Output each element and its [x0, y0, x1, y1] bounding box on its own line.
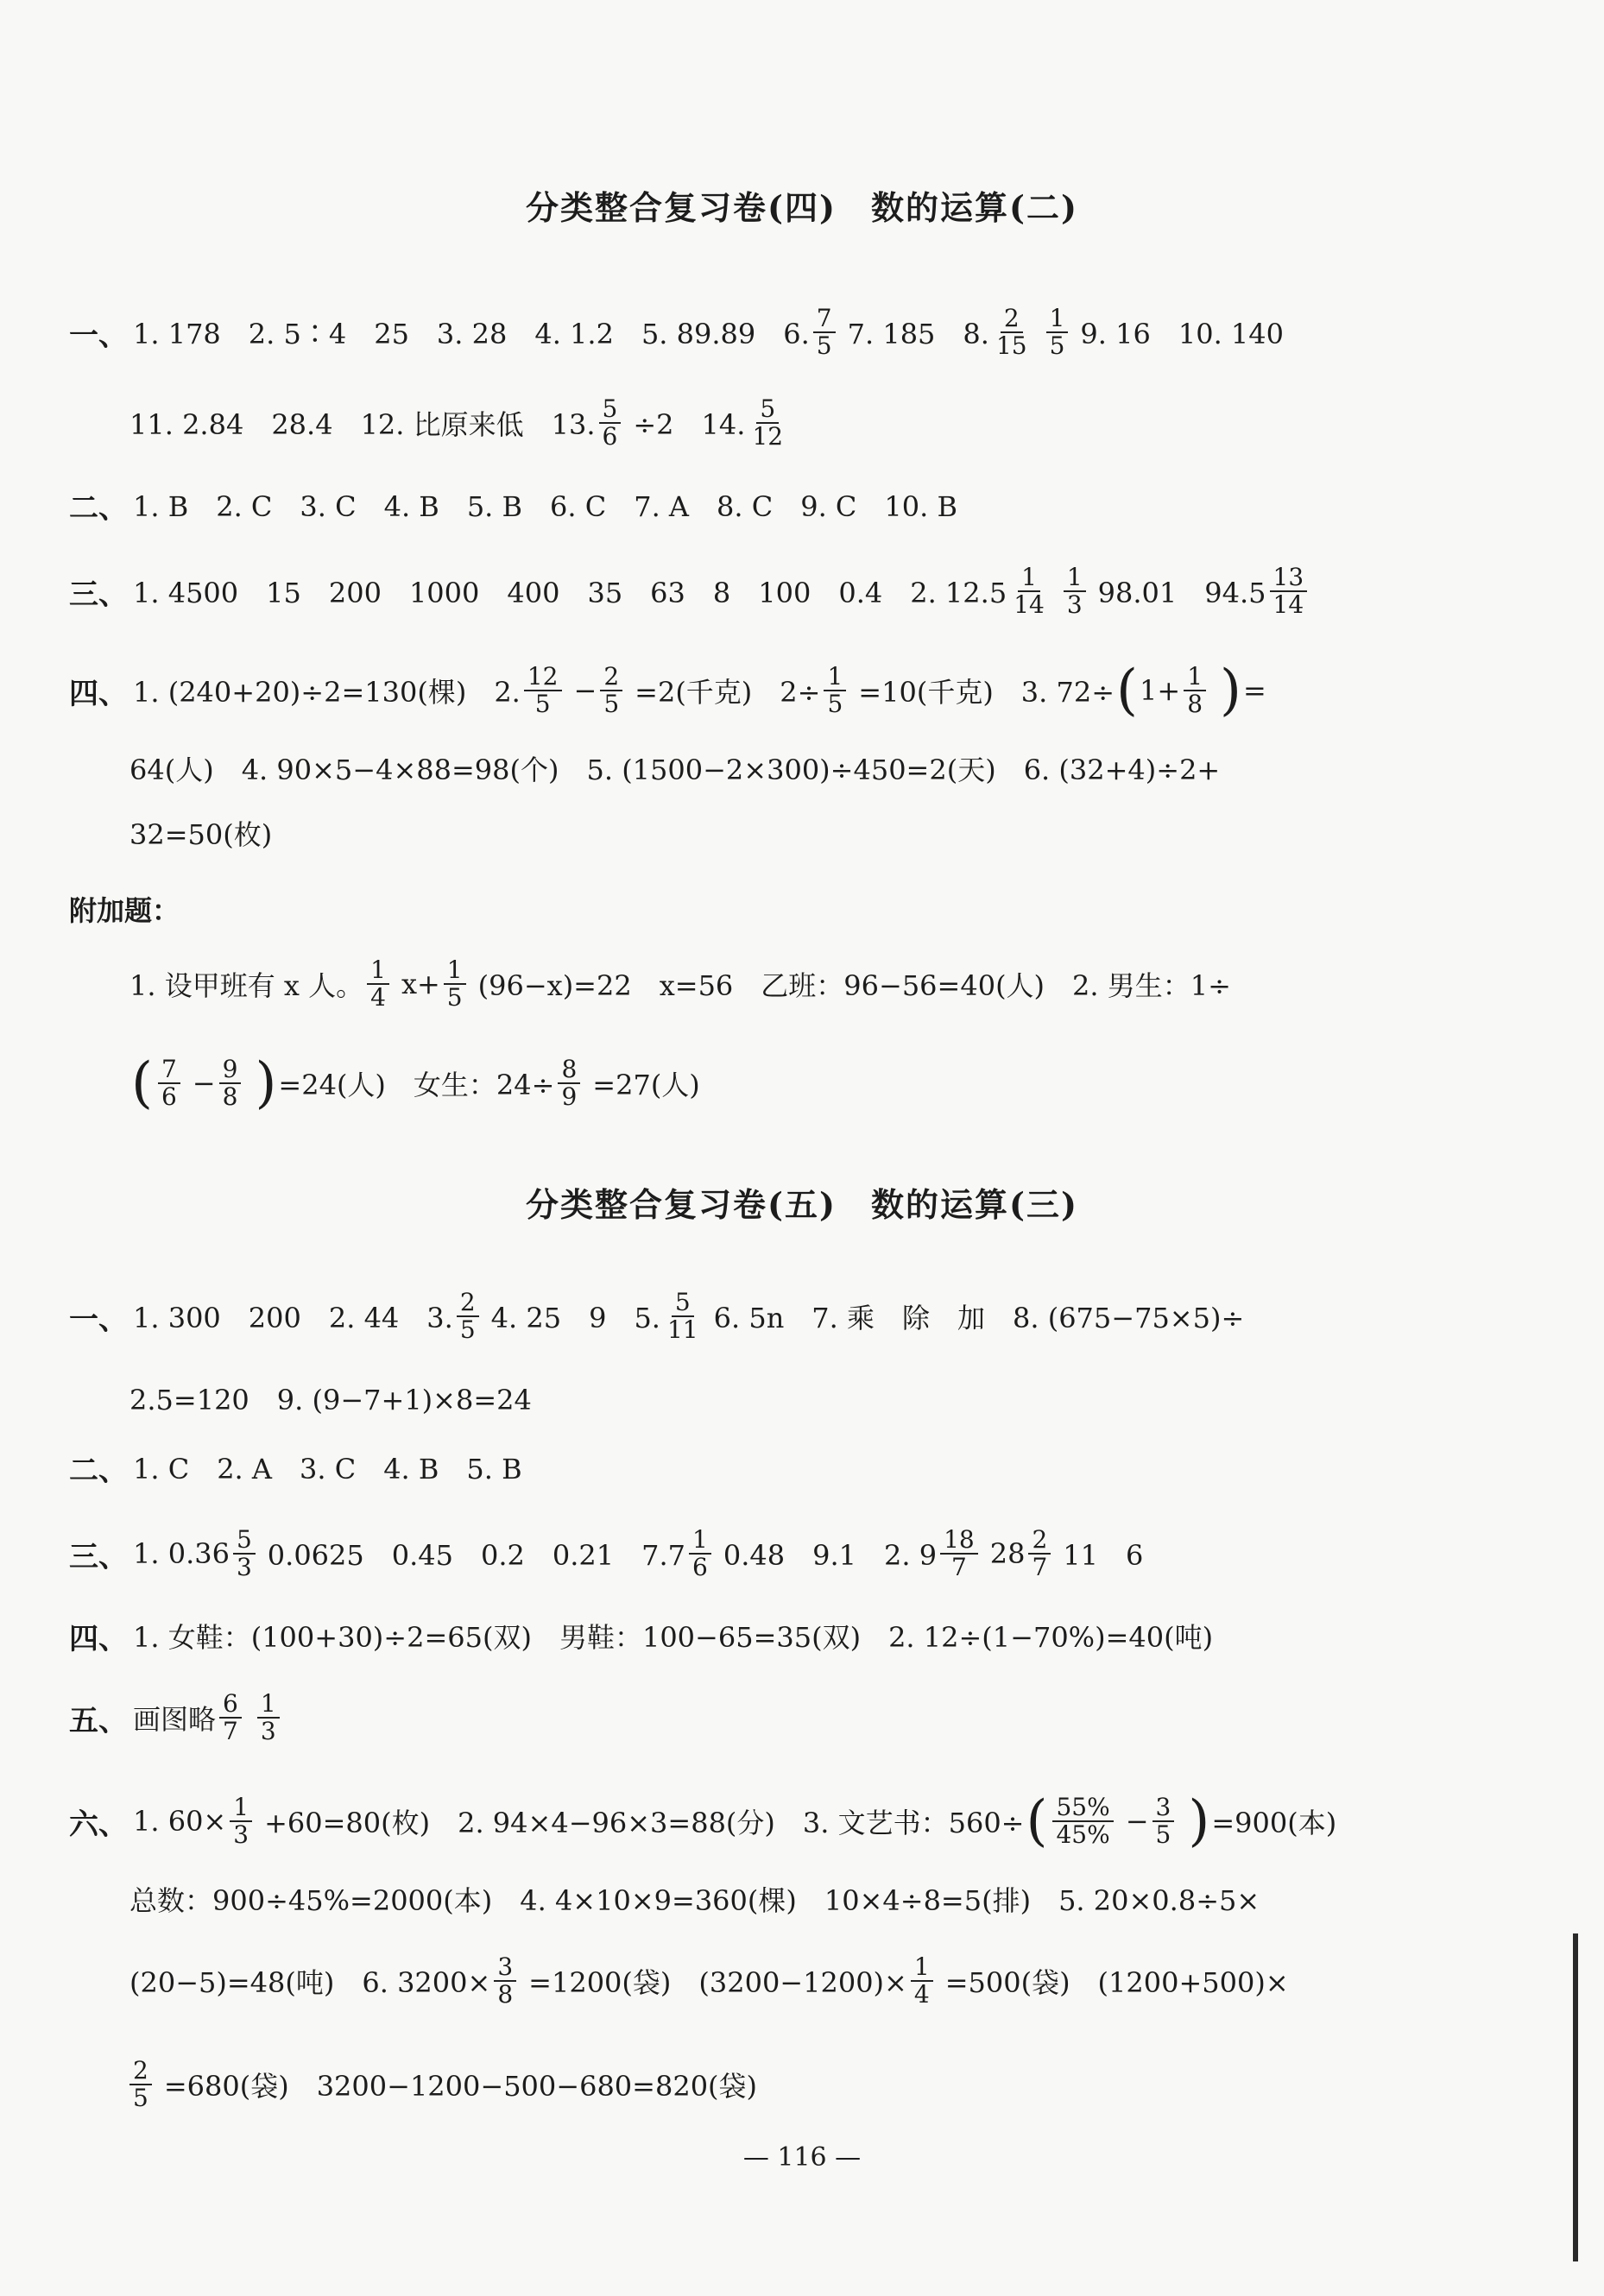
denominator: 5	[534, 690, 551, 718]
denominator: 4	[913, 1980, 930, 2009]
answer-line	[129, 1877, 1545, 1921]
answer-text: 64(人) 4. 90×5−4×88=98(个) 5. (1500−2×300)÷450=2(天) 6. (32+4)÷2+	[129, 754, 1221, 786]
fraction	[444, 957, 466, 1011]
answer-text: 画图略	[133, 1703, 217, 1736]
numerator: 8	[558, 1057, 580, 1084]
answer-line	[129, 1942, 1545, 2020]
fraction	[219, 1057, 242, 1110]
answer-text: 0.48 9.1 2. 9	[723, 1539, 938, 1572]
numerator: 1	[911, 1954, 933, 1982]
numerator: 5	[672, 1290, 694, 1317]
page-number: — 116 —	[742, 2142, 862, 2173]
answer-text: −	[192, 1067, 216, 1100]
numerator: 55%	[1052, 1795, 1113, 1822]
fraction	[494, 1954, 516, 2008]
numerator: 7	[158, 1057, 180, 1084]
answer-text: 1. 178 2. 5∶4 25 3. 28 4. 1.2 5. 89.89 6.	[133, 318, 810, 350]
numerator: 3	[1152, 1795, 1175, 1822]
answer-text: (20−5)=48(吨) 6. 3200×	[129, 1966, 491, 1999]
answer-text: =680(袋) 3200−1200−500−680=820(袋)	[163, 2070, 758, 2103]
answer-line	[69, 1679, 1485, 1757]
section-title: 分类整合复习卷(五) 数的运算(三)	[526, 1185, 1078, 1224]
fraction	[600, 664, 622, 717]
part-label: 四、	[69, 676, 128, 711]
answer-text: 11 6	[1063, 1539, 1144, 1572]
fraction	[367, 957, 389, 1011]
fraction	[689, 1527, 711, 1580]
denominator: 5	[603, 690, 620, 718]
denominator: 3	[233, 1820, 249, 1849]
answer-text: =10(千克) 3. 72÷	[858, 676, 1115, 709]
denominator: 6	[161, 1082, 177, 1111]
fraction	[940, 1527, 978, 1580]
answer-text: x+	[401, 968, 440, 1000]
answer-line	[129, 1377, 1545, 1420]
answer-text: 1. 60×	[133, 1805, 227, 1838]
answer-text: −	[573, 674, 597, 707]
denominator: 5	[816, 331, 832, 360]
section-title: 分类整合复习卷(四) 数的运算(二)	[526, 188, 1078, 227]
denominator: 5	[1155, 1820, 1171, 1849]
answer-line	[69, 293, 1485, 371]
numerator: 5	[599, 396, 622, 424]
part-label: 一、	[69, 1302, 128, 1337]
fraction	[129, 2058, 152, 2111]
part-label: 四、	[69, 1621, 128, 1656]
answer-text: 总数：900÷45%=2000(本) 4. 4×10×9=360(棵) 10×4÷8=5(排) 5. 20×0.8÷5×	[129, 1884, 1260, 1917]
denominator: 9	[561, 1082, 578, 1111]
numerator: 1	[824, 664, 846, 691]
answer-text: =900(本)	[1211, 1807, 1337, 1839]
fraction	[524, 664, 562, 717]
fraction	[558, 1057, 580, 1110]
numerator: 9	[219, 1057, 242, 1084]
answer-text: 1. 300 200 2. 44 3.	[133, 1302, 453, 1334]
answer-text: =2(千克) 2÷	[635, 676, 821, 709]
part-label: 一、	[69, 318, 128, 353]
answer-text: =500(袋) (1200+500)×	[944, 1966, 1289, 1999]
answer-text: (96−x)=22 x=56 乙班：96−56=40(人) 2. 男生：1÷	[477, 969, 1231, 1002]
denominator: 3	[260, 1717, 276, 1745]
answer-line	[69, 1515, 1485, 1593]
numerator: 2	[1001, 306, 1023, 333]
numerator: 3	[494, 1954, 516, 1982]
fraction	[457, 1290, 479, 1343]
part-label: 三、	[69, 1539, 128, 1574]
answer-text: 28	[989, 1537, 1026, 1570]
answer-text: 1. B 2. C 3. C 4. B 5. B 6. C 7. A 8. C 9. C 10. B	[133, 490, 957, 523]
answer-text: 1. (240+20)÷2=130(棵) 2.	[133, 676, 521, 709]
part-label: 六、	[69, 1807, 128, 1842]
answer-text: 11. 2.84 28.4 12. 比原来低 13.	[129, 408, 596, 441]
answer-text: 1. 0.36	[133, 1537, 230, 1570]
left-paren: (	[131, 1051, 153, 1115]
numerator: 7	[813, 306, 836, 333]
denominator: 8	[497, 1980, 514, 2009]
denominator: 3	[1066, 590, 1083, 619]
answer-line	[69, 1614, 1485, 1657]
numerator: 1	[444, 957, 466, 985]
answer-line	[69, 1277, 1485, 1355]
fraction	[599, 396, 622, 450]
answer-line	[69, 552, 1485, 630]
denominator: 4	[370, 983, 386, 1012]
fraction	[748, 396, 786, 450]
numerator: 13	[1270, 565, 1308, 592]
fraction	[158, 1057, 180, 1110]
fraction	[911, 1954, 933, 2008]
denominator: 15	[995, 331, 1027, 360]
numerator: 1	[689, 1527, 711, 1555]
denominator: 14	[1272, 590, 1304, 619]
fraction	[664, 1290, 702, 1343]
numerator: 1	[1046, 306, 1069, 333]
denominator: 6	[692, 1553, 708, 1581]
answer-text: 1. 4500 15 200 1000 400 35 63 8 100 0.4 2. 12.5	[133, 577, 1007, 609]
fraction	[1184, 664, 1206, 717]
denominator: 11	[666, 1315, 698, 1344]
part-label: 五、	[69, 1703, 128, 1738]
answer-text: =24(人) 女生：24÷	[278, 1069, 555, 1101]
left-paren: (	[1026, 1789, 1048, 1853]
answer-line	[69, 1782, 1485, 1860]
bonus-label: 附加题：	[69, 894, 180, 927]
numerator: 6	[219, 1691, 242, 1719]
answer-line	[129, 945, 1545, 1023]
denominator: 8	[1187, 690, 1203, 718]
answer-line	[69, 483, 1485, 527]
answer-text: 1. 设甲班有 x 人。	[129, 969, 364, 1002]
answer-text: 0.0625 0.45 0.2 0.21 7.7	[267, 1539, 686, 1572]
answer-line	[129, 747, 1545, 790]
denominator: 6	[602, 422, 618, 451]
answer-text: ÷2 14.	[633, 408, 746, 441]
answer-line	[69, 652, 1485, 729]
fraction	[257, 1691, 280, 1744]
fraction	[1046, 306, 1069, 359]
fraction	[219, 1691, 242, 1744]
fraction	[1010, 565, 1048, 618]
denominator: 5	[446, 983, 463, 1012]
denominator: 5	[827, 690, 843, 718]
answer-line	[69, 1446, 1485, 1489]
numerator: 18	[940, 1527, 978, 1555]
left-paren: (	[1116, 659, 1139, 722]
answer-text: =27(人)	[592, 1069, 700, 1101]
answer-line	[129, 384, 1545, 462]
denominator: 45%	[1056, 1820, 1110, 1849]
right-paren: )	[1220, 659, 1241, 722]
answer-text: 7. 185 8.	[847, 318, 989, 350]
numerator: 12	[524, 664, 562, 691]
numerator: 2	[1028, 1527, 1051, 1555]
numerator: 2	[129, 2058, 152, 2085]
answer-line	[129, 811, 1545, 855]
fraction	[1028, 1527, 1051, 1580]
denominator: 8	[222, 1082, 238, 1111]
fraction	[813, 306, 836, 359]
answer-text: =1200(袋) (3200−1200)×	[528, 1966, 907, 1999]
part-label: 二、	[69, 490, 128, 526]
answer-text: +60=80(枚) 2. 94×4−96×3=88(分) 3. 文艺书：560÷	[264, 1807, 1025, 1839]
answer-text: 6. 5n 7. 乘 除 加 8. (675−75×5)÷	[713, 1302, 1245, 1334]
answer-text: =	[1242, 674, 1266, 707]
denominator: 5	[459, 1315, 476, 1344]
part-label: 三、	[69, 577, 128, 612]
denominator: 14	[1014, 590, 1045, 619]
numerator: 1	[367, 957, 389, 985]
fraction	[824, 664, 846, 717]
numerator: 1	[1184, 664, 1206, 691]
answer-line	[129, 2046, 1545, 2123]
fraction	[233, 1527, 256, 1580]
answer-text: 2.5=120 9. (9−7+1)×8=24	[129, 1384, 532, 1416]
numerator: 1	[1018, 565, 1040, 592]
answer-text: 1+	[1140, 674, 1181, 707]
numerator: 2	[600, 664, 622, 691]
answer-text: 4. 25 9 5.	[490, 1302, 660, 1334]
part-label: 二、	[69, 1453, 128, 1488]
denominator: 5	[1049, 331, 1065, 360]
denominator: 5	[133, 2084, 148, 2112]
answer-text: 98.01 94.5	[1097, 577, 1266, 609]
denominator: 7	[223, 1717, 238, 1745]
fraction	[993, 306, 1031, 359]
numerator: 1	[1064, 565, 1086, 592]
denominator: 7	[951, 1553, 967, 1581]
denominator: 3	[236, 1553, 252, 1581]
numerator: 2	[457, 1290, 479, 1317]
denominator: 12	[752, 422, 784, 451]
numerator: 1	[257, 1691, 280, 1719]
edge-mark	[1573, 1933, 1578, 2261]
fraction	[1052, 1795, 1113, 1848]
denominator: 7	[1032, 1553, 1048, 1581]
right-paren: )	[255, 1051, 277, 1115]
fraction	[1064, 565, 1086, 618]
numerator: 1	[230, 1795, 252, 1822]
answer-text: 9. 16 10. 140	[1080, 318, 1284, 350]
answer-text: 1. C 2. A 3. C 4. B 5. B	[133, 1453, 522, 1485]
numerator: 5	[756, 396, 779, 424]
answer-text: −	[1125, 1805, 1149, 1838]
fraction	[230, 1795, 252, 1848]
answer-line	[129, 1044, 1545, 1122]
fraction	[1152, 1795, 1175, 1848]
answer-text: 32=50(枚)	[129, 818, 273, 851]
fraction	[1270, 565, 1308, 618]
right-paren: )	[1188, 1789, 1210, 1853]
answer-text: 1. 女鞋：(100+30)÷2=65(双) 男鞋：100−65=35(双) 2. 12÷(1−70%)=40(吨)	[133, 1621, 1214, 1654]
numerator: 5	[233, 1527, 256, 1555]
